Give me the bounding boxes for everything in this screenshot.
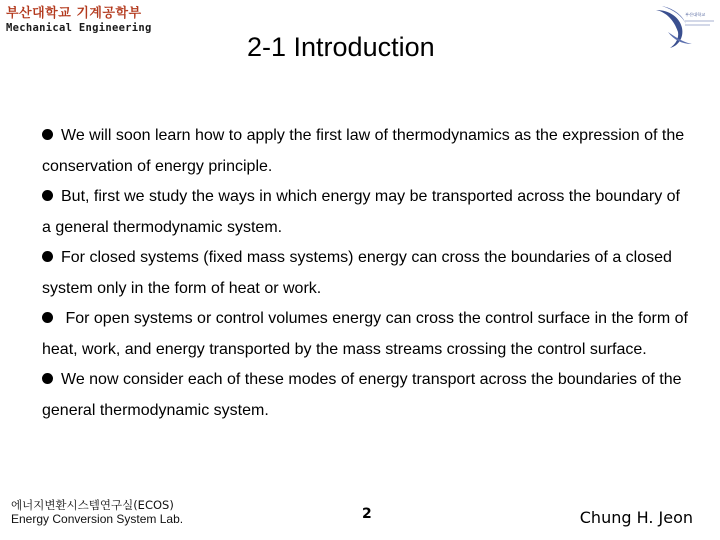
bullet-text: For open systems or control volumes energy can cross the control surface in the form of heat, work, and energy transported by the mass streams crossing the control surface. [42,310,688,358]
lab-name-korean: 에너지변환시스템연구실(ECOS) [11,498,174,512]
lab-name-english: Energy Conversion System Lab. [11,512,184,526]
bullet-dot-icon [42,190,53,201]
department-header [6,6,152,35]
bullet-text: We will soon learn how to apply the first law of thermodynamics as the expression of the conservation of energy principle. [42,127,685,175]
bullet-item [42,243,692,304]
bullet-item [42,365,692,426]
bullet-item [42,304,692,365]
bullet-item [42,121,692,182]
bullet-text: We now consider each of these modes of energy transport across the boundaries of the general thermodynamic system. [42,371,682,419]
bullet-dot-icon [42,373,53,384]
university-emblem-icon [652,2,716,50]
page-number: 2 [362,506,372,522]
bullet-text: But, first we study the ways in which energy may be transported across the boundary of a general thermodynamic system. [42,188,680,236]
bullet-list [42,121,692,426]
lab-footer [11,498,183,526]
department-name-english: Mechanical Engineering [6,22,152,34]
bullet-dot-icon [42,312,53,323]
bullet-text: For closed systems (fixed mass systems) energy can cross the boundaries of a closed system only in the form of heat or work. [42,249,672,297]
slide-title: 2-1 Introduction [247,32,435,62]
bullet-item [42,182,692,243]
svg-text:부산대학교: 부산대학교 [685,12,706,17]
department-name-korean: 부산대학교 기계공학부 [6,6,142,21]
author-name: Chung H. Jeon [579,508,693,527]
bullet-dot-icon [42,129,53,140]
bullet-dot-icon [42,251,53,262]
